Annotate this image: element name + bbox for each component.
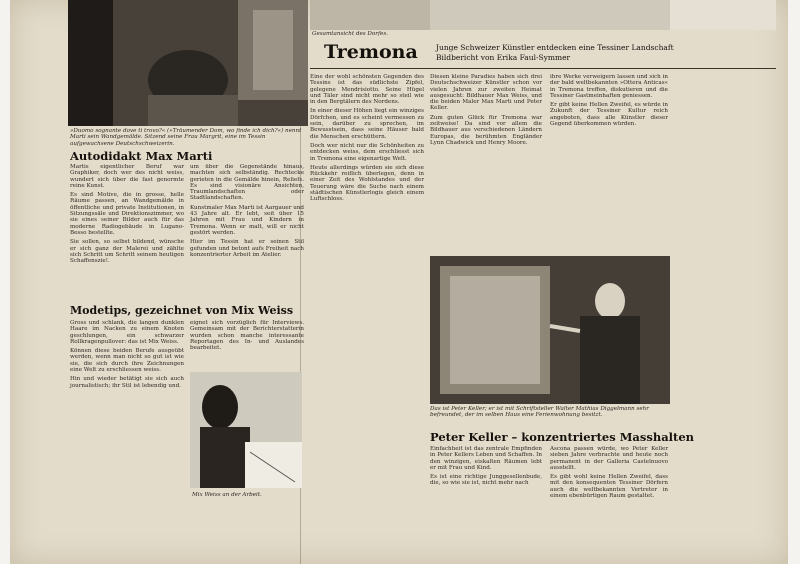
marti-col1-p3: Sie sollen, so selbst bildend, wünsche er sich ganz der Malerei und zählte sich Schritt um Schritt seinem heutigen Schaffenszie!. [70,239,184,265]
center-p4: Heute allerdings würden sie sich diese Rückkehr reiflich überlegen, denn in einer Zeit des Wohlstandes und der Teuerung wäre die Suche nach einem städtischen Künstlerlogis gleich einem Luftschloss. [310,164,424,203]
subtitle-line-2: Bildbericht von Erika Faul-Symmer [436,53,571,62]
right-far-p1: ihre Werke verweigern lassen und sich in der bald weltbekannten »Ottera Anticas« in Tremona treffen, diskutieren und die Tessiner Gastmeinhaften geniessen. [550,74,668,99]
keller-column-2 [550,446,668,544]
marti-col1-p1: Martis eigentlicher Beruf war Graphiker, doch wer des nicht weiss, wundert sich über die fast genormte reine Kunst. [70,164,184,189]
marti-col2-p1: um über die Gegenstände hinaus, machten sich selbständig. Rechtecke gerieten in die Gemälde hinein, Reliefs. Es sind visionäre Ansichten, Traumlandschaften oder Stadtlandschaften. [190,164,304,202]
keller-col1-p2: Es ist eine richtige Junggesellenbude, die, so wie sie ist, nicht mehr nach [430,474,542,487]
marti-column-1 [70,164,184,299]
photo-mix-weiss [190,372,302,488]
weiss-col1-p1: Gross und schlank, die langen dunklen Haare im Nacken zu einem Knoten geschlungen, ein schwarzer Rollkragenpullover: das ist Mix Weiss. [70,320,184,345]
mix-weiss-caption: Mix Weiss an der Arbeit. [192,492,262,498]
center-p1: Eine der wohl schönsten Gegenden des Tessins ist das südlichste Zipfel, gelegene Mendrisiotto. Seine Hügel und Täler sind nicht mehr so steil wie in den Bergtälern des Nordens. [310,74,424,106]
weiss-column-2 [190,320,304,368]
weiss-col2-p1: eignet sich vorzüglich für Interviews. Gemeinsam mit der Berichterstatterin wurden schon manche interessante Reportagen des In- und Auslandes bearbeitet. [190,320,304,352]
marti-col1-p2: Es sind Motive, die in grosse, helle Räume passen, an Wandgemälde in öffentliche und private Institutionen, in Sitzungssäle und Direktionszimmer, wo sie eines seiner Bilder auch für das moderne Radiogebäude in Lugano-Besso bestellte. [70,192,184,236]
marti-col2-p3: Hier im Tessin hat er seinen Stil gefunden und betont aufs Freiheit nach konzentrierter Arbeit im Atelier. [190,239,304,258]
village-caption: Gesamtansicht des Dorfes. [312,31,388,37]
weiss-col1-p2: Können diese beiden Berufe ausgeübt werden, wenn man nicht so gut ist wie sie, die sich durch ihre Zeichnungen eine Welt zu erschliessen weiss. [70,348,184,374]
photo-wall-painting [68,0,308,126]
keller-col2-p1: Ascona passen würde, wo Peter Keller sieben Jahre verbrachte und heute noch permanent in der Galleria Castelnuovo ausstellt. [550,446,668,471]
weiss-col1-p3: Hin und wieder betätigt sie sich auch journalistisch; ihr Stil ist lebendig und. [70,376,184,389]
mix-weiss-image [190,372,302,488]
weiss-column-1 [70,320,184,544]
keller-headline: Peter Keller – konzentriertes Masshalten [430,430,695,444]
center-column [310,74,424,544]
title-rule [310,68,776,69]
keller-col2-p2: Es gibt wohl keine Hellen Zweifel, dass mit den konsequenten Tessiner Dörfern auch die weltbekannten Vertreter in einem ebenbürtigen Raum gestaltet. [550,474,668,500]
photo-peter-keller [430,256,670,404]
right-column-far [550,74,668,252]
weiss-headline: Modetips, gezeichnet von Mix Weiss [70,304,294,317]
keller-column-1 [430,446,542,544]
right-top-p1: Diesen kleine Paradies haben sich drei Deutschschweizer Künstler schon vor vielen Jahren zur zweiten Heimat ausgesucht: Bildhauer Max Weiss, und die beiden Maler Max Marti und Peter Keller. [430,74,542,112]
village-image [310,0,776,30]
right-far-p2: Er gibt keine Hellen Zweifel, es würde in Zukunft der Tessiner Kultur reich angeboten, dass alle Künstler dieser Gegend überkommen würden. [550,102,668,128]
marti-column-2 [190,164,304,299]
keller-photo-caption: Das ist Peter Keller; er ist mit Schriftsteller Walter Mathias Diggelmann sehr befreundet, der im selben Haus eine Ferienwohnung besitzt. [430,406,649,419]
newspaper-page [10,0,788,564]
subtitle-line-1: Junge Schweizer Künstler entdecken eine Tessiner Landschaft [436,43,674,52]
center-p2: In einer dieser Höhen liegt ein winziges Dörfchen, und es scheint vermessen zu sein, darüber zu sprechen, im Bewusstsein, dass seine Häuser bald die Menschen erschüttern. [310,108,424,140]
top-photo-caption: »Duomo sognante dove ti trovo?« (»Träumender Dom, wo finde ich dich?«) nennt Marti sein Wandgemälde. Sitzend seine Frau Margrit, eine im Tessin aufgewachsene Deutschschweizerin. [70,128,302,147]
main-title: Tremona [324,41,418,63]
photo-village-overview [310,0,776,30]
peter-keller-image [430,256,670,404]
marti-headline: Autodidakt Max Marti [70,149,213,163]
right-column-top [430,74,542,252]
center-p3: Doch wer nicht nur die Schönheiten zu entdecken weiss, dem erschliesst sich in Tremona eine eigenartige Welt. [310,142,424,162]
keller-col1-p1: Einfachheit ist das zentrale Empfinden in Peter Kellers Leben und Schaffen. In den winzigen, eiskalten Räumen lebt er mit Frau und Kind. [430,446,542,471]
marti-col2-p2: Kunstmaler Max Marti ist Aargauer und 43 Jahre alt. Er lebt, seit über 15 Jahren mit Frau und Kindern in Tremona. Wenn er malt, will er nicht gestört werden. [190,204,304,236]
wall-painting-image [68,0,308,126]
right-top-p2: Zum guten Glück für Tremona war zeitweise! Da sind vor allem die Bildhauer aus verschiedenen Ländern Europas, die berühmten Engländer Lynn Chadwick und Henry Moore. [430,114,542,146]
